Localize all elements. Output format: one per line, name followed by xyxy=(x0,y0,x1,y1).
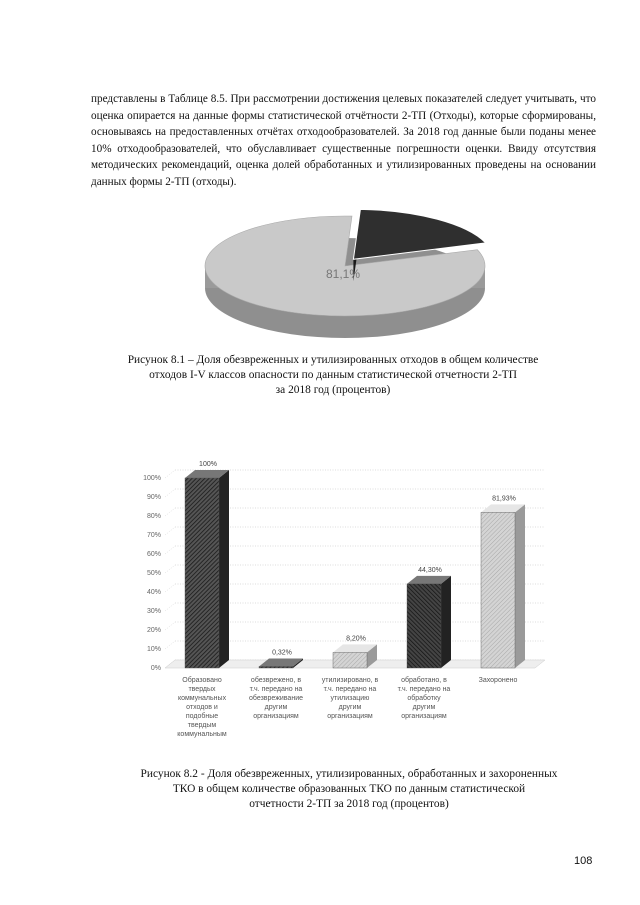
category-label-line: Образовано xyxy=(182,677,222,684)
page-number: 108 xyxy=(574,855,593,867)
category-label-line: т.ч. передано на xyxy=(397,686,451,693)
y-tick-label: 90% xyxy=(146,494,161,501)
bar xyxy=(259,667,293,669)
category-label-line: утилизировано, в xyxy=(321,677,379,684)
category-label-line: обработку xyxy=(407,695,441,702)
y-tick-label: 50% xyxy=(146,570,161,577)
figure2-caption xyxy=(92,767,606,812)
grid-diagonal xyxy=(165,489,175,497)
bar-data-label: 81,93% xyxy=(492,495,516,503)
pie-chart xyxy=(195,208,505,348)
category-label-line: отходов и xyxy=(186,704,218,711)
y-tick-label: 40% xyxy=(146,589,161,596)
y-tick-label: 60% xyxy=(146,551,161,558)
category-label-line: организациям xyxy=(253,713,299,720)
body-paragraph: представлены в Таблице 8.5. При рассмотрении достижения целевых показателей следует учитывать, что оценка опирается на данные формы статистической отчётности 2-ТП (Отходы), которые сформированы, основываясь на предоставленных отчётах отходообразователей. За 2018 год данные были поданы менее 10% отходообразователей, что обуславливает существенные погрешности оценки. Ввиду отсутствия методических рекомендаций, оценка долей обработанных и утилизированных проведены на основании данных формы 2-ТП (отходы). xyxy=(91,93,596,188)
category-label xyxy=(249,676,303,720)
grid-diagonal xyxy=(165,565,175,573)
category-label-line: обезврежено, в xyxy=(250,677,302,684)
category-label-line: подобные xyxy=(185,713,219,720)
bar xyxy=(185,478,219,668)
y-tick-label: 80% xyxy=(146,513,161,520)
bar-data-label: 8,20% xyxy=(346,635,366,643)
category-label xyxy=(479,677,518,684)
y-tick-label: 10% xyxy=(146,646,161,653)
pie-data-label: 81,1% xyxy=(325,267,361,281)
figure1-caption-line1: Рисунок 8.1 – Доля обезвреженных и утилизированных отходов в общем количестве xyxy=(127,354,539,366)
category-label-line: другим xyxy=(412,704,436,711)
bar-data-label: 100% xyxy=(199,461,217,468)
figure1-caption-line2: отходов I-V классов опасности по данным статистической отчетности 2-ТП xyxy=(149,369,517,381)
category-label-line: обезвреживание xyxy=(249,695,303,702)
category-label xyxy=(322,677,379,720)
grid-diagonal xyxy=(165,641,175,649)
bar-side xyxy=(441,576,451,668)
category-label-line: коммунальных xyxy=(177,695,227,702)
bar-side xyxy=(219,470,229,668)
figure2-caption-line2: ТКО в общем количестве образованных ТКО по данным статистической xyxy=(172,783,526,795)
category-label-line: т.ч. передано на xyxy=(323,686,377,693)
y-tick-label: 30% xyxy=(146,608,161,615)
category-label xyxy=(398,676,451,720)
category-label-line: другим xyxy=(264,704,288,711)
figure1-caption xyxy=(98,353,568,398)
category-label xyxy=(177,676,227,738)
category-label-line: утилизацию xyxy=(330,695,370,702)
category-label-line: коммунальным xyxy=(177,731,227,738)
grid-diagonal xyxy=(165,603,175,611)
category-label-line: твердых xyxy=(188,686,216,693)
category-label-line: т.ч. передано на xyxy=(249,686,303,693)
bar xyxy=(481,512,515,668)
y-tick-label: 100% xyxy=(143,475,161,482)
y-tick-label: 0% xyxy=(150,665,161,672)
grid-diagonal xyxy=(165,584,175,592)
grid-diagonal xyxy=(165,546,175,554)
y-tick-label: 70% xyxy=(146,532,161,539)
grid-diagonal xyxy=(165,508,175,516)
category-label-line: обработано, в xyxy=(401,677,447,684)
grid-diagonal xyxy=(165,470,175,478)
category-label-line: другим xyxy=(338,704,362,711)
category-label-line: организациям xyxy=(327,713,373,720)
category-label-line: твердым xyxy=(187,722,217,729)
bar-side xyxy=(515,504,525,668)
category-label-line: организациям xyxy=(401,713,447,720)
bar xyxy=(407,584,441,668)
grid-diagonal xyxy=(165,527,175,535)
grid-diagonal xyxy=(165,622,175,630)
figure2-caption-line1: Рисунок 8.2 - Доля обезвреженных, утилизированных, обработанных и захороненных xyxy=(140,768,558,780)
y-tick-label: 20% xyxy=(146,627,161,634)
bar-chart xyxy=(120,448,580,758)
category-label-line: Захоронено xyxy=(478,677,518,684)
figure1-caption-line3: за 2018 год (процентов) xyxy=(275,384,391,396)
bar-data-label: 0,32% xyxy=(272,649,292,657)
figure2-caption-line3: отчетности 2-ТП за 2018 год (процентов) xyxy=(249,798,449,810)
bar xyxy=(333,652,367,668)
bar-data-label: 44,30% xyxy=(418,566,442,574)
